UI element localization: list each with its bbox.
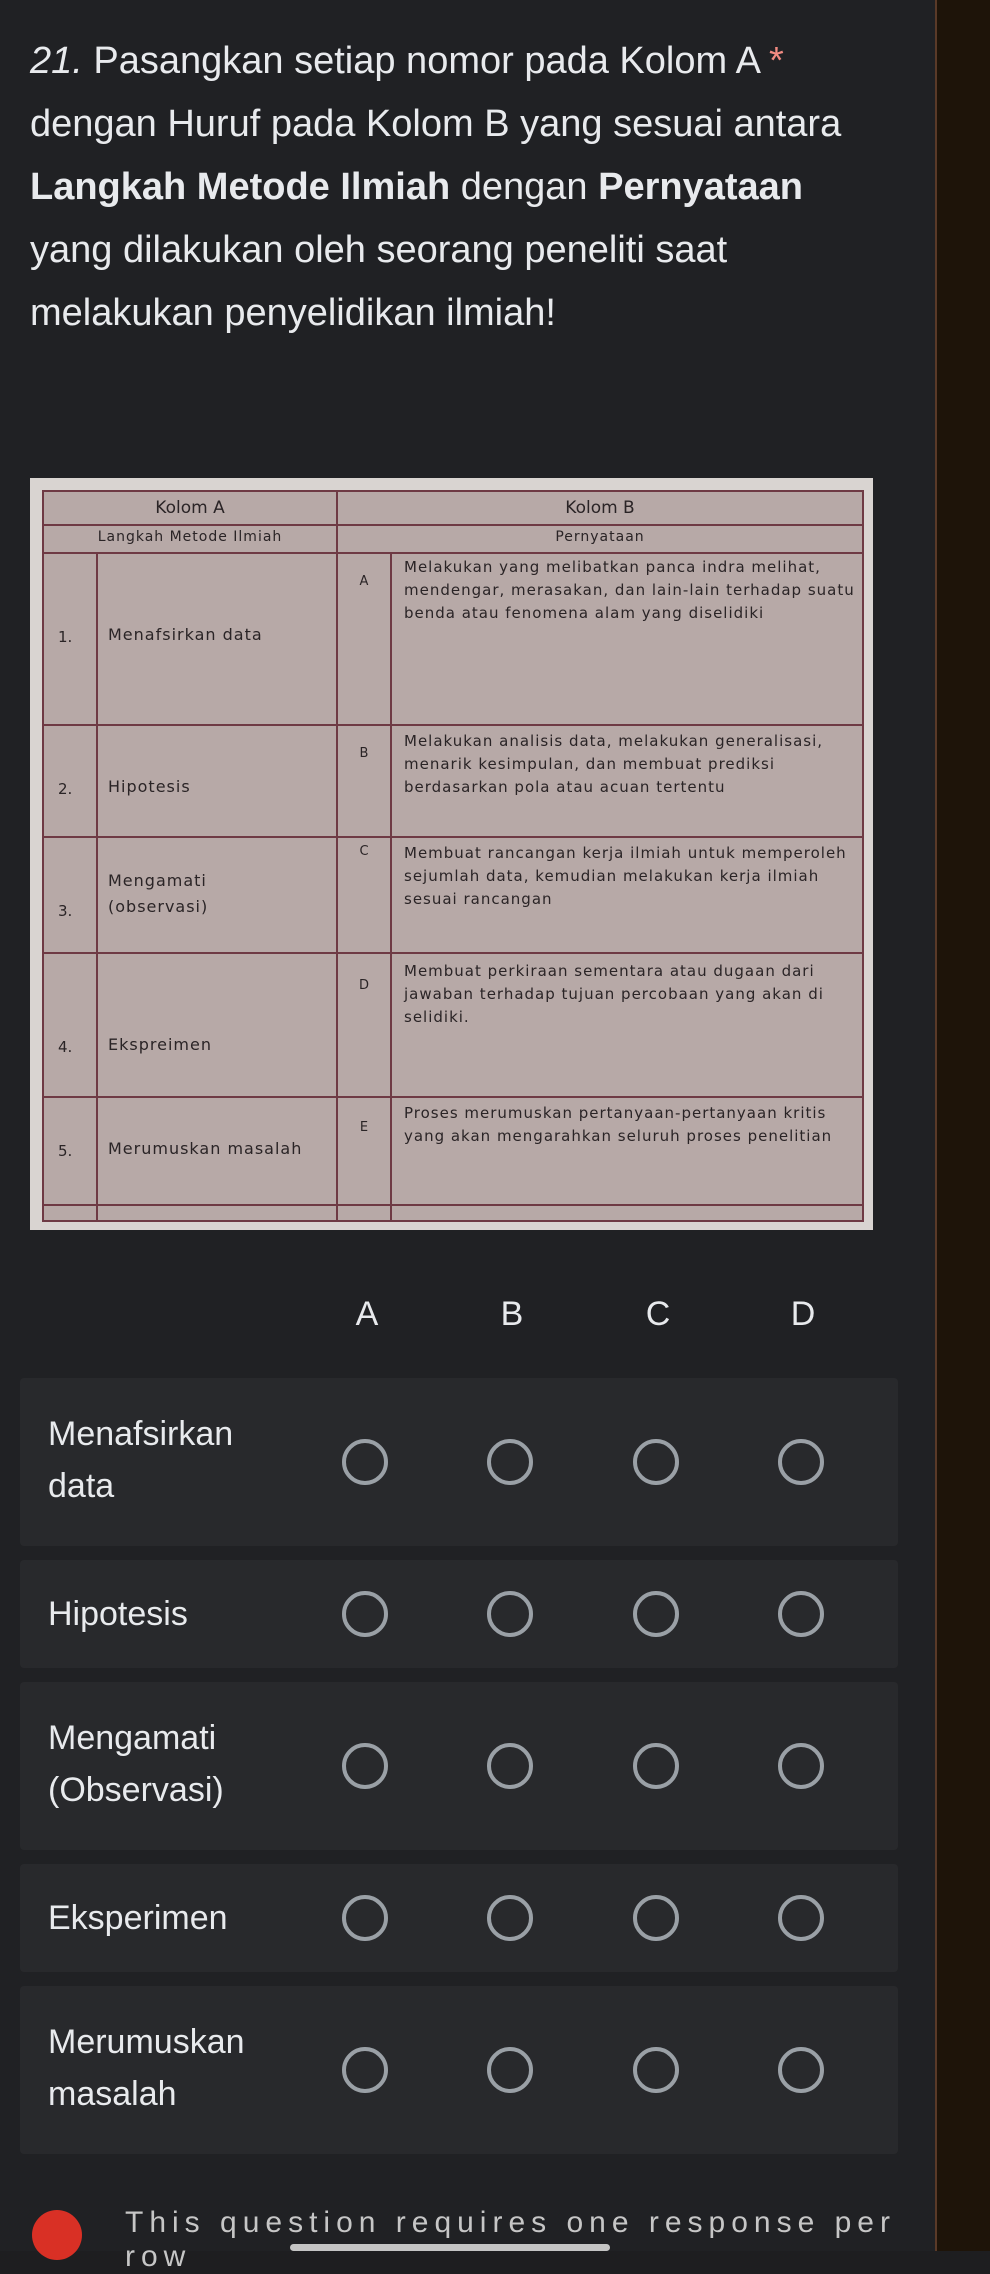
grid-row-mengamati (20, 1682, 898, 1850)
radio-b[interactable] (487, 1895, 533, 1941)
grid-column-headers (0, 1295, 935, 1345)
radio-c[interactable] (633, 1743, 679, 1789)
table-row (338, 1098, 862, 1206)
table-row (44, 954, 336, 1098)
radio-d[interactable] (778, 1743, 824, 1789)
question-part3: dengan (460, 166, 588, 208)
question-part4: yang dilakukan oleh seorang peneliti saat melakukan penyelidikan ilmiah! (30, 229, 728, 334)
question-part2: dengan Huruf pada Kolom B yang sesuai antara (30, 103, 842, 145)
grid-row-eksperimen (20, 1864, 898, 1972)
row-statement: Melakukan yang melibatkan panca indra melihat, mendengar, merasakan, dan lain-lain terhadap suatu benda atau fenomena alam yang diselidiki (404, 558, 855, 622)
col-a-subtitle: Langkah Metode Ilmiah (97, 529, 283, 545)
row-label: Ekspreimen (108, 1035, 212, 1054)
row-label: Menafsirkan data (108, 625, 263, 644)
table-row (338, 552, 862, 726)
radio-d[interactable] (778, 1895, 824, 1941)
column-header: C (645, 1295, 671, 1333)
row-statement: Melakukan analisis data, melakukan generalisasi, menarik kesimpulan, dan membuat prediksi berdasarkan pola atau acuan tertentu (404, 732, 824, 796)
column-header: A (355, 1295, 379, 1333)
radio-a[interactable] (342, 1591, 388, 1637)
radio-b[interactable] (487, 1439, 533, 1485)
radio-d[interactable] (778, 1439, 824, 1485)
table-row (44, 726, 336, 838)
row-number: 4. (58, 1038, 73, 1056)
table-header-row (44, 492, 862, 526)
question-bold-method: Langkah Metode Ilmiah (30, 166, 451, 208)
grid-row-label: Hipotesis (48, 1595, 188, 1633)
column-header: B (500, 1295, 524, 1333)
radio-d[interactable] (778, 1591, 824, 1637)
table-row (44, 838, 336, 954)
table-subheader-row (44, 526, 862, 554)
row-label: Merumuskan masalah (108, 1139, 303, 1158)
row-number: 5. (58, 1142, 73, 1160)
radio-c[interactable] (633, 1895, 679, 1941)
radio-a[interactable] (342, 2047, 388, 2093)
grid-row-hipotesis (20, 1560, 898, 1668)
grid-row-merumuskan-masalah (20, 1986, 898, 2154)
grid-row-label: Mengamati (Observasi) (48, 1719, 224, 1809)
radio-a[interactable] (342, 1895, 388, 1941)
grid-row-label: Menafsirkan data (48, 1415, 234, 1505)
question-bold-statement: Pernyataan (598, 166, 803, 208)
row-letter: B (359, 746, 369, 761)
row-statement: Proses merumuskan pertanyaan-pertanyaan kritis yang akan mengarahkan seluruh proses penelitian (404, 1104, 833, 1145)
row-letter: D (358, 978, 369, 993)
required-mark: * (768, 40, 784, 82)
question-part1: Pasangkan setiap nomor pada Kolom A (93, 40, 761, 82)
matching-table (42, 490, 864, 1222)
row-label: Hipotesis (108, 777, 191, 796)
radio-d[interactable] (778, 2047, 824, 2093)
question-number: 21. (30, 40, 83, 82)
row-number: 3. (58, 902, 73, 920)
row-number: 1. (58, 628, 73, 646)
home-indicator (290, 2244, 610, 2251)
table-row (338, 726, 862, 838)
grid-row-label: Eksperimen (48, 1899, 228, 1937)
row-statement: Membuat rancangan kerja ilmiah untuk memperoleh sejumlah data, kemudian melakukan kerja ilmiah sesuai rancangan (404, 844, 847, 908)
row-letter: A (359, 574, 369, 589)
validation-note: This question requires one response per row (125, 2206, 896, 2273)
col-a-title: Kolom A (155, 498, 225, 518)
radio-b[interactable] (487, 1743, 533, 1789)
row-statement: Membuat perkiraan sementara atau dugaan dari jawaban terhadap tujuan percobaan yang akan di selidiki. (404, 962, 824, 1026)
row-letter: E (359, 1120, 369, 1135)
row-label: Mengamati (observasi) (108, 871, 209, 916)
radio-b[interactable] (487, 1591, 533, 1637)
row-number: 2. (58, 780, 73, 798)
grid-row-menafsirkan-data (20, 1378, 898, 1546)
question-image (30, 478, 873, 1230)
col-b-title: Kolom B (565, 498, 635, 518)
col-b-subtitle: Pernyataan (555, 529, 645, 545)
radio-a[interactable] (342, 1743, 388, 1789)
radio-c[interactable] (633, 1439, 679, 1485)
radio-b[interactable] (487, 2047, 533, 2093)
table-row (44, 1098, 336, 1206)
grid-row-label: Merumuskan masalah (48, 2023, 245, 2113)
table-row (44, 552, 336, 726)
side-panel-edge (935, 0, 990, 2251)
radio-c[interactable] (633, 1591, 679, 1637)
column-header: D (790, 1295, 816, 1333)
radio-c[interactable] (633, 2047, 679, 2093)
question-text (30, 30, 890, 345)
table-row (338, 838, 862, 954)
row-letter: C (359, 844, 369, 859)
radio-a[interactable] (342, 1439, 388, 1485)
table-row (338, 954, 862, 1098)
